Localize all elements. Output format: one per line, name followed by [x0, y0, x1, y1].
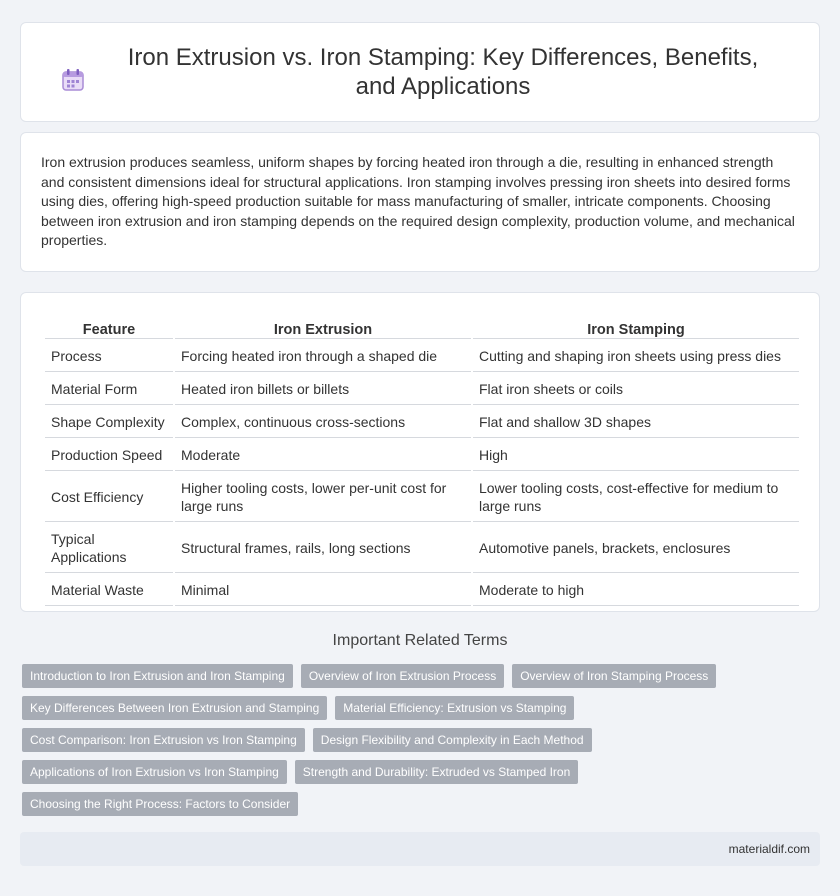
table-cell: Process: [45, 341, 173, 372]
related-term-tag[interactable]: Cost Comparison: Iron Extrusion vs Iron Stamping: [22, 728, 305, 752]
table-cell: Material Form: [45, 374, 173, 405]
table-cell: Higher tooling costs, lower per-unit cost for large runs: [175, 473, 471, 522]
table-cell: Shape Complexity: [45, 407, 173, 438]
tag-row: [22, 664, 822, 688]
tag-row: [22, 728, 822, 752]
table-row: [45, 575, 799, 606]
page-title: Iron Extrusion vs. Iron Stamping: Key Differences, Benefits, and Applications: [127, 44, 759, 100]
table-header-row: [45, 319, 799, 339]
comparison-table: [43, 317, 801, 608]
tag-row: [22, 760, 822, 784]
table-row: [45, 440, 799, 471]
related-term-tag[interactable]: Material Efficiency: Extrusion vs Stamping: [335, 696, 574, 720]
related-term-tag[interactable]: Choosing the Right Process: Factors to Consider: [22, 792, 298, 816]
table-cell: Flat iron sheets or coils: [473, 374, 799, 405]
table-row: [45, 407, 799, 438]
table-cell: Structural frames, rails, long sections: [175, 524, 471, 573]
table-row: [45, 524, 799, 573]
table-cell: Typical Applications: [45, 524, 173, 573]
footer: [20, 832, 820, 866]
table-cell: Moderate: [175, 440, 471, 471]
intro-card: [20, 132, 820, 272]
column-header: Iron Extrusion: [175, 319, 471, 339]
related-term-tag[interactable]: Introduction to Iron Extrusion and Iron Stamping: [22, 664, 293, 688]
header-card: [20, 22, 820, 122]
related-term-tag[interactable]: Overview of Iron Extrusion Process: [301, 664, 504, 688]
table-row: [45, 473, 799, 522]
calendar-icon: [60, 67, 86, 93]
table-cell: Forcing heated iron through a shaped die: [175, 341, 471, 372]
table-cell: Heated iron billets or billets: [175, 374, 471, 405]
related-term-tag[interactable]: Key Differences Between Iron Extrusion and Stamping: [22, 696, 327, 720]
related-term-tag[interactable]: Design Flexibility and Complexity in Each Method: [313, 728, 592, 752]
site-link[interactable]: materialdif.com: [728, 842, 810, 856]
related-term-tag[interactable]: Applications of Iron Extrusion vs Iron Stamping: [22, 760, 287, 784]
comparison-card: [20, 292, 820, 612]
table-cell: Flat and shallow 3D shapes: [473, 407, 799, 438]
column-header: Iron Stamping: [473, 319, 799, 339]
table-cell: Complex, continuous cross-sections: [175, 407, 471, 438]
table-cell: Cutting and shaping iron sheets using press dies: [473, 341, 799, 372]
table-cell: Material Waste: [45, 575, 173, 606]
related-terms-list: [22, 664, 822, 824]
intro-paragraph: Iron extrusion produces seamless, uniform shapes by forcing heated iron through a die, resulting in enhanced strength and consistent dimensions ideal for structural applications. Iron stamping involves pressing iron sheets into desired forms using dies, offering high-speed production suitable for mass manufacturing of smaller, intricate components. Choosing between iron extrusion and iron stamping depends on the required design complexity, production volume, and mechanical properties.: [41, 154, 795, 249]
table-cell: Cost Efficiency: [45, 473, 173, 522]
table-cell: Moderate to high: [473, 575, 799, 606]
column-header: Feature: [45, 319, 173, 339]
table-cell: High: [473, 440, 799, 471]
tag-row: [22, 792, 822, 816]
table-row: [45, 374, 799, 405]
related-terms-title: Important Related Terms: [332, 632, 508, 649]
table-cell: Automotive panels, brackets, enclosures: [473, 524, 799, 573]
related-term-tag[interactable]: Strength and Durability: Extruded vs Stamped Iron: [295, 760, 578, 784]
table-cell: Minimal: [175, 575, 471, 606]
table-cell: Production Speed: [45, 440, 173, 471]
table-row: [45, 341, 799, 372]
related-term-tag[interactable]: Overview of Iron Stamping Process: [512, 664, 716, 688]
tag-row: [22, 696, 822, 720]
table-cell: Lower tooling costs, cost-effective for medium to large runs: [473, 473, 799, 522]
